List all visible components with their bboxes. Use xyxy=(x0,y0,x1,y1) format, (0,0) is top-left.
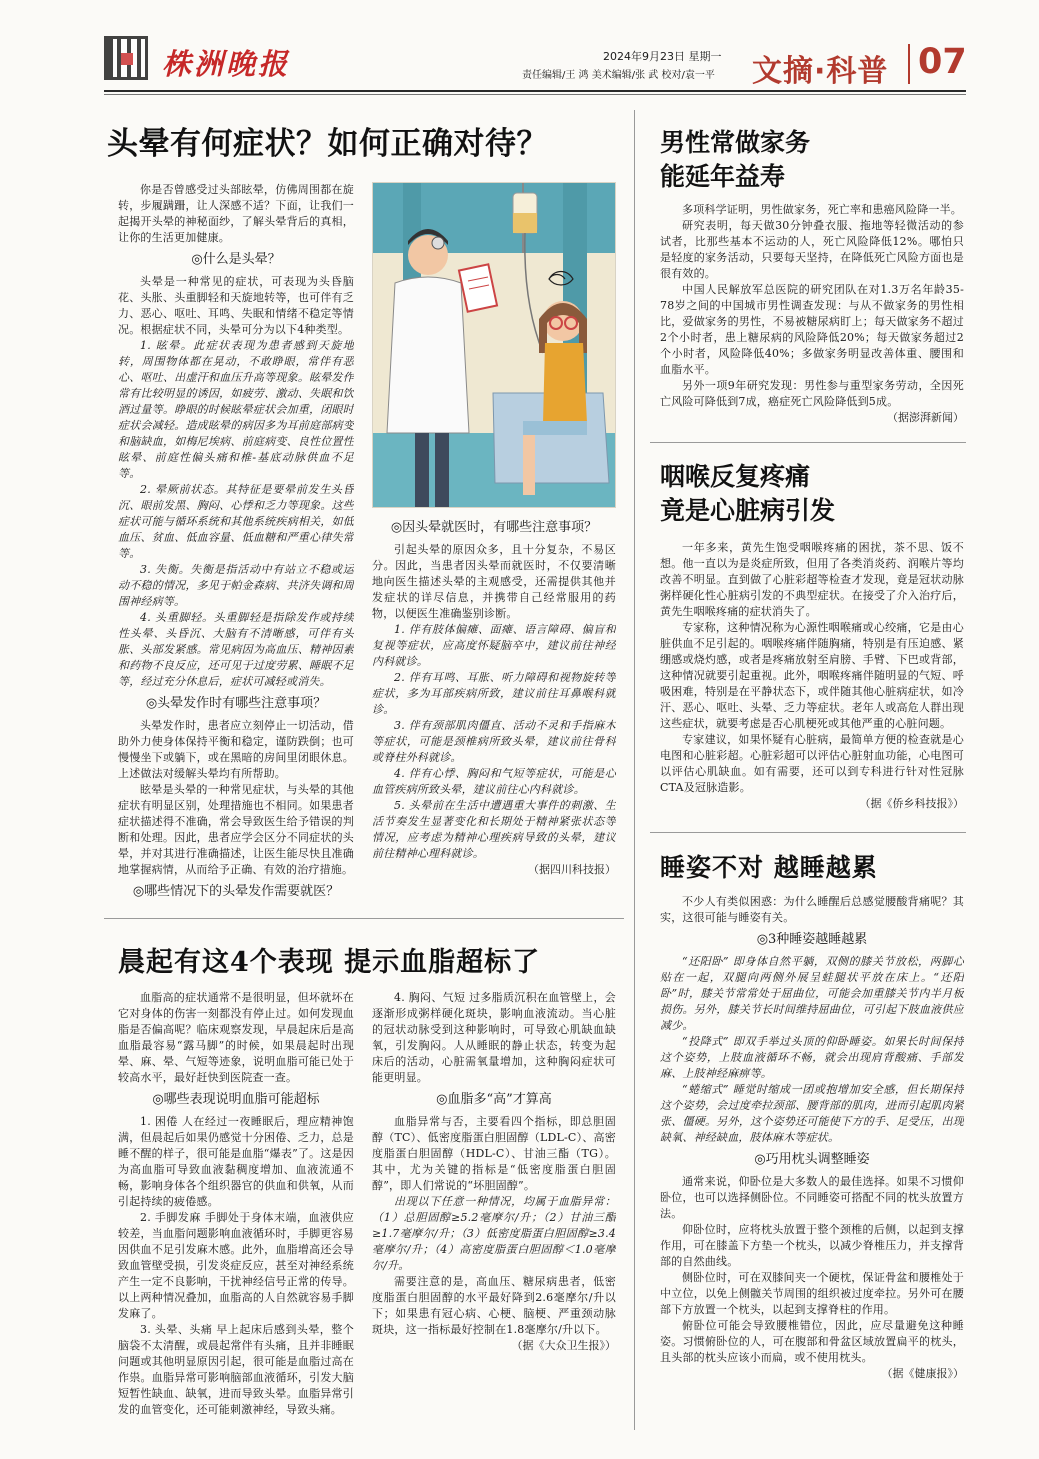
a4-body: 不少人有类似困惑：为什么睡醒后总感觉腰酸背痛呢？其实，这很可能与睡姿有关。 ◎3种睡姿越睡越累 “还阳卧” 即身体自然平躺，双侧的膝关节放松，两脚心贴在一起，双腿向两侧外展呈蛙腿状平放在床上。“还阳卧”时，膝关节常常处于屈曲位，可能会加重膝关节内半月板损伤。另外，膝关节长时间维持屈曲位，可引起下肢血液供应减少。 “投降式” 即双手举过头顶的仰卧睡姿。如果长时间保持这个姿势，上肢血液循环不畅，就会出现肩背酸痛、手部发麻、上肢神经麻痹等。 “蜷缩式” 睡觉时缩成一团或抱增加安全感，但长期保持这个姿势，会过度牵拉颈部、腰背部的肌肉，进而引起肌肉紧张、僵硬。另外，这个姿势还可能使下方的手、足受压，出现缺氧、神经缺血，肢体麻木等症状。 ◎巧用枕头调整睡姿 通常来说，仰卧位是大多数人的最佳选择。如果不习惯仰卧位，也可以选择侧卧位。不同睡姿可搭配不同的枕头放置方法。 仰卧位时，应将枕头放置于整个颈椎的后侧，以起到支撑作用，可在膝盖下方垫一个枕头，以减少脊椎压力，并支撑背部的自然曲线。 侧卧位时，可在双膝间夹一个硬枕，保证骨盆和腰椎处于中立位，以免上侧髋关节周围的组织被过度牵拉。另外可在腰部下方放置一个枕头，以起到支撑脊柱的作用。 俯卧位可能会导致腰椎错位，因此，应尽量避免这种睡姿。习惯俯卧位的人，可在腹部和骨盆区域放置扁平的枕头，且头部的枕头应该小而扁，或不使用枕头。 （据《健康报》） xyxy=(660,895,964,1380)
section-title: 文摘·科普 xyxy=(752,54,889,89)
a3-body: 一年多来，黄先生饱受咽喉疼痛的困扰，茶不思、饭不想。他一直以为是炎症所致，但用了各类消炎药、润喉片等均改善不明显。直到做了心脏彩超等检查才发现，竟是冠状动脉粥样硬化性心脏病引发的不典型症状。在接受了介入治疗后，黄先生咽喉疼痛的症状消失了。 专家称，这种情况称为心源性咽喉痛或心绞痛，它是由心脏供血不足引起的。咽喉疼痛伴随胸痛，特别是有压迫感、紧绷感或烧灼感，或者是疼痛放射至肩膀、手臂、下巴或背部，这种情况就要引起重视。此外，咽喉疼痛伴随明显的气短、呼吸困难，特别是在平静状态下，或伴随其他心脏病症状，如冷汗、恶心、呕吐、头晕、乏力等症状。老年人或高危人群出现这些症状，就要考虑是否心肌梗死或其他严重的心脏问题。 专家建议，如果怀疑有心脏病，最简单方便的检查就是心电图和心脏彩超。心脏彩超可以评估心脏射血功能，心电图可以评估心肌缺血。如有需要，还可以到专科进行针对性冠脉CTA及冠脉造影。 （据《侨乡科技报》） xyxy=(660,541,964,810)
source-credit: （据《侨乡科技报》） xyxy=(859,797,964,810)
doctor-illustration xyxy=(372,182,616,508)
subhead: ◎哪些情况下的头晕发作需要就医？ xyxy=(132,884,340,899)
a2-body: 多项科学证明，男性做家务，死亡率和患癌风险降一半。 研究表明，每天做30分钟叠衣服、拖地等轻微活动的参试者，比那些基本不运动的人，死亡风险降低12%。哪怕只是轻度的家务活动，只要每天坚持，在降低死亡风险方面也是很有效的。 中国人民解放军总医院的研究团队在对1.3万名年龄35-78岁之间的中国城市男性调查发现：与从不做家务的男性相比，爱做家务的男性，不易被糖尿病盯上；每天做家务不超过2个小时者，患上糖尿病的风险降低20%；每天做家务超过2个小时者，风险降低40%；多做家务明显改善体重、腰围和血脂水平。 另外一项9年研究发现：男性参与重型家务劳动，全因死亡风险可降低到7成，癌症死亡风险降低到5成。 （据澎湃新闻） xyxy=(660,203,964,424)
subhead: ◎血脂多“高”才算高 xyxy=(436,1092,552,1107)
headline-throat-pain: 咽喉反复疼痛 竟是心脏病引发 xyxy=(660,462,836,525)
a1-col1: 你是否曾感受过头部眩晕，仿佛周围都在旋转，步履蹒跚，让人深感不适？下面，让我们一起揭开头晕的神秘面纱，了解头晕背后的真相，让你的生活更加健康。 ◎什么是头晕？ 头晕是一种常见的症状，可表现为头昏脑花、头胀、头重脚轻和天旋地转等，也可伴有乏力、恶心、呕吐、耳鸣、失眠和情绪不稳定等情况。根据症状不同，头晕可分为以下4种类型。 1. 眩晕。此症状表现为患者感到天旋地转，周围物体都在晃动，不敢睁眼，常伴有恶心、呕吐、出虚汗和血压升高等现象。眩晕发作常有比较明显的诱因，如疲劳、激动、失眠和饮酒过量等。睁眼的时候眩晕症状会加重，闭眼时症状会减轻。造成眩晕的病因多为耳前庭部病变和脑缺血，如梅尼埃病、前庭病变、良性位置性眩晕、前庭性偏头痛和椎-基底动脉供血不足等。 2. 晕厥前状态。其特征是要晕前发生头昏沉、眼前发黑、胸闷、心悸和乏力等现象。这些症状可能与循环系统和其他系统疾病相关，如低血压、贫血、低血容量、低血糖和严重心律失常等。 3. 失衡。失衡是指活动中有站立不稳或运动不稳的情况，多见于帕金森病、共济失调和周围神经病等。 4. 头重脚轻。头重脚轻是指除发作或持续性头晕、头昏沉、大脑有不清晰感，可伴有头胀、头部发紧感。常见病因为高血压、精神因素和药物不良反应，还可见于过度劳累、睡眠不足等，经过充分休息后，症状可减轻或消失。 ◎头晕发作时有哪些注意事项？ 头晕发作时，患者应立刻停止一切活动，借助外力使身体保持平衡和稳定，谨防跌倒；也可慢慢坐下或躺下，或在黑暗的房间里闭眼休息。上述做法对缓解头晕均有所帮助。 眩晕是头晕的一种常见症状，与头晕的其他症状有明显区别，处理措施也不相同。如果患者症状描述得不准确，常会导致医生给予错误的判断和处理。因此，患者应学会区分不同症状的头晕，并对其进行准确描述，让医生能尽快且准确地掌握病情，从而给予正确、有效的治疗措施。 ◎哪些情况下的头晕发作需要就医？ xyxy=(118,182,354,902)
subhead: ◎哪些表现说明血脂可能超标 xyxy=(152,1092,320,1107)
subhead: ◎什么是头晕？ xyxy=(191,252,281,267)
headline-blood-lipid: 晨起有这4个表现 提示血脂超标了 xyxy=(118,947,541,978)
source-credit: （据澎湃新闻） xyxy=(887,411,964,424)
subhead: ◎巧用枕头调整睡姿 xyxy=(754,1152,870,1167)
masthead-rule xyxy=(104,90,966,92)
a5-col1: 血脂高的症状通常不是很明显，但坏就坏在它对身体的伤害一刻都没有停止过。如何发现血脂是否偏高呢？临床观察发现，早晨起床后是高血脂最容易“露马脚”的时候，如果晨起时出现晕、麻、晕、气短等迹象，说明血脂可能已处于较高水平，最好赶快到医院查一查。 ◎哪些表现说明血脂可能超标 1. 困倦 人在经过一夜睡眠后，理应精神饱满，但晨起后如果仍感觉十分困倦、乏力，总是睡不醒的样子，很可能是血脂“爆表”了。这是因为高血脂可导致血液黏稠度增加、血液流通不畅，影响身体各个组织器官的供血和供氧，从而引起持续的疲倦感。 2. 手脚发麻 手脚处于身体末端，血液供应较差，当血脂问题影响血液循环时，手脚更容易因供血不足引发麻木感。此外，血脂增高还会导致血管壁受损，引发炎症反应，甚至对神经系统产生一定不良影响，干扰神经信号正常的传导。以上两种情况叠加，血脂高的人自然就容易手脚发麻了。 3. 头晕、头痛 早上起床后感到头晕，整个脑袋不太清醒，或晨起常伴有头痛，且并非睡眠问题或其他明显原因引起，很可能是血脂过高在作祟。血脂异常可影响脑部血液循环，引发大脑短暂性缺血、缺氧，进而导致头晕。血脂异常引发的血管变化，还可能刺激神经，导致头痛。 xyxy=(118,991,354,1416)
source-credit: （据《健康报》） xyxy=(881,1367,964,1380)
headline-dizziness: 头晕有何症状？如何正确对待？ xyxy=(107,126,548,162)
a5-col2: 4. 胸闷、气短 过多脂质沉积在血管壁上，会逐渐形成粥样硬化斑块，影响血液流动。当心脏的冠状动脉受到这种影响时，可导致心肌缺血缺氧，引发胸闷。人从睡眠的静止状态，转变为起床后的活动，心脏需氧量增加，这种胸闷症状可能更明显。 ◎血脂多“高”才算高 血脂异常与否，主要看四个指标，即总胆固醇（TC）、低密度脂蛋白胆固醇（LDL-C）、高密度脂蛋白胆固醇（HDL-C）、甘油三酯（TG）。其中，尤为关键的指标是“低密度脂蛋白胆固醇”，即人们常说的“坏胆固醇”。 出现以下任意一种情况，均属于血脂异常：（1）总胆固醇≥5.2毫摩尔/升；（2）甘油三酯≥1.7毫摩尔/升；（3）低密度脂蛋白胆固醇≥3.4毫摩尔/升；（4）高密度脂蛋白胆固醇＜1.0毫摩尔/升。 需要注意的是，高血压、糖尿病患者，低密度脂蛋白胆固醇的水平最好降到2.6毫摩尔/升以下；如果患有冠心病、心梗、脑梗、严重颈动脉斑块，这一指标最好控制在1.8毫摩尔/升以下。 （据《大众卫生报》） xyxy=(372,991,616,1352)
source-credit: （据《大众卫生报》） xyxy=(511,1339,616,1352)
paper-logo: 株洲晚报 xyxy=(162,47,291,81)
subhead: ◎因头晕就医时，有哪些注意事项？ xyxy=(390,520,598,535)
headline-sleep-posture: 睡姿不对 越睡越累 xyxy=(660,853,878,882)
issue-date: 2024年9月23日 星期一 xyxy=(603,50,722,63)
source-credit: （据四川科技报） xyxy=(528,863,616,876)
a1-col2: ◎因头晕就医时，有哪些注意事项？ 引起头晕的原因众多，且十分复杂，不易区分。因此，当患者因头晕而就医时，不仅要清晰地向医生描述头晕的主观感受，还需提供其他并发症状的详尽信息，并携带自己经常服用的药物，以便医生准确鉴别诊断。 1. 伴有肢体偏瘫、面瘫、语言障碍、偏盲和复视等症状，应高度怀疑脑卒中，建议前往神经内科就诊。 2. 伴有耳鸣、耳胀、听力障碍和视物旋转等症状，多为耳部疾病所致，建议前往耳鼻喉科就诊。 3. 伴有颈部肌肉僵直、活动不灵和手指麻木等症状，可能是颈椎病所致头晕，建议前往骨科或脊柱外科就诊。 4. 伴有心悸、胸闷和气短等症状，可能是心血管疾病所致头晕，建议前往心内科就诊。 5. 头晕前在生活中遭遇重大事件的刺激、生活节奏发生显著变化和长期处于精神紧张状态等情况，应考虑为精神心理疾病导致的头晕，建议前往精神心理科就诊。 （据四川科技报） xyxy=(372,520,616,876)
editor-credits: 责任编辑/王 鸿 美术编辑/张 武 校对/袁一平 xyxy=(522,70,715,81)
qr-code xyxy=(104,36,148,80)
header-divider xyxy=(908,44,910,84)
headline-housework: 男性常做家务 能延年益寿 xyxy=(660,128,811,191)
page-number: 07 xyxy=(918,42,967,82)
subhead: ◎头晕发作时有哪些注意事项？ xyxy=(145,696,327,711)
subhead: ◎3种睡姿越睡越累 xyxy=(756,932,868,947)
